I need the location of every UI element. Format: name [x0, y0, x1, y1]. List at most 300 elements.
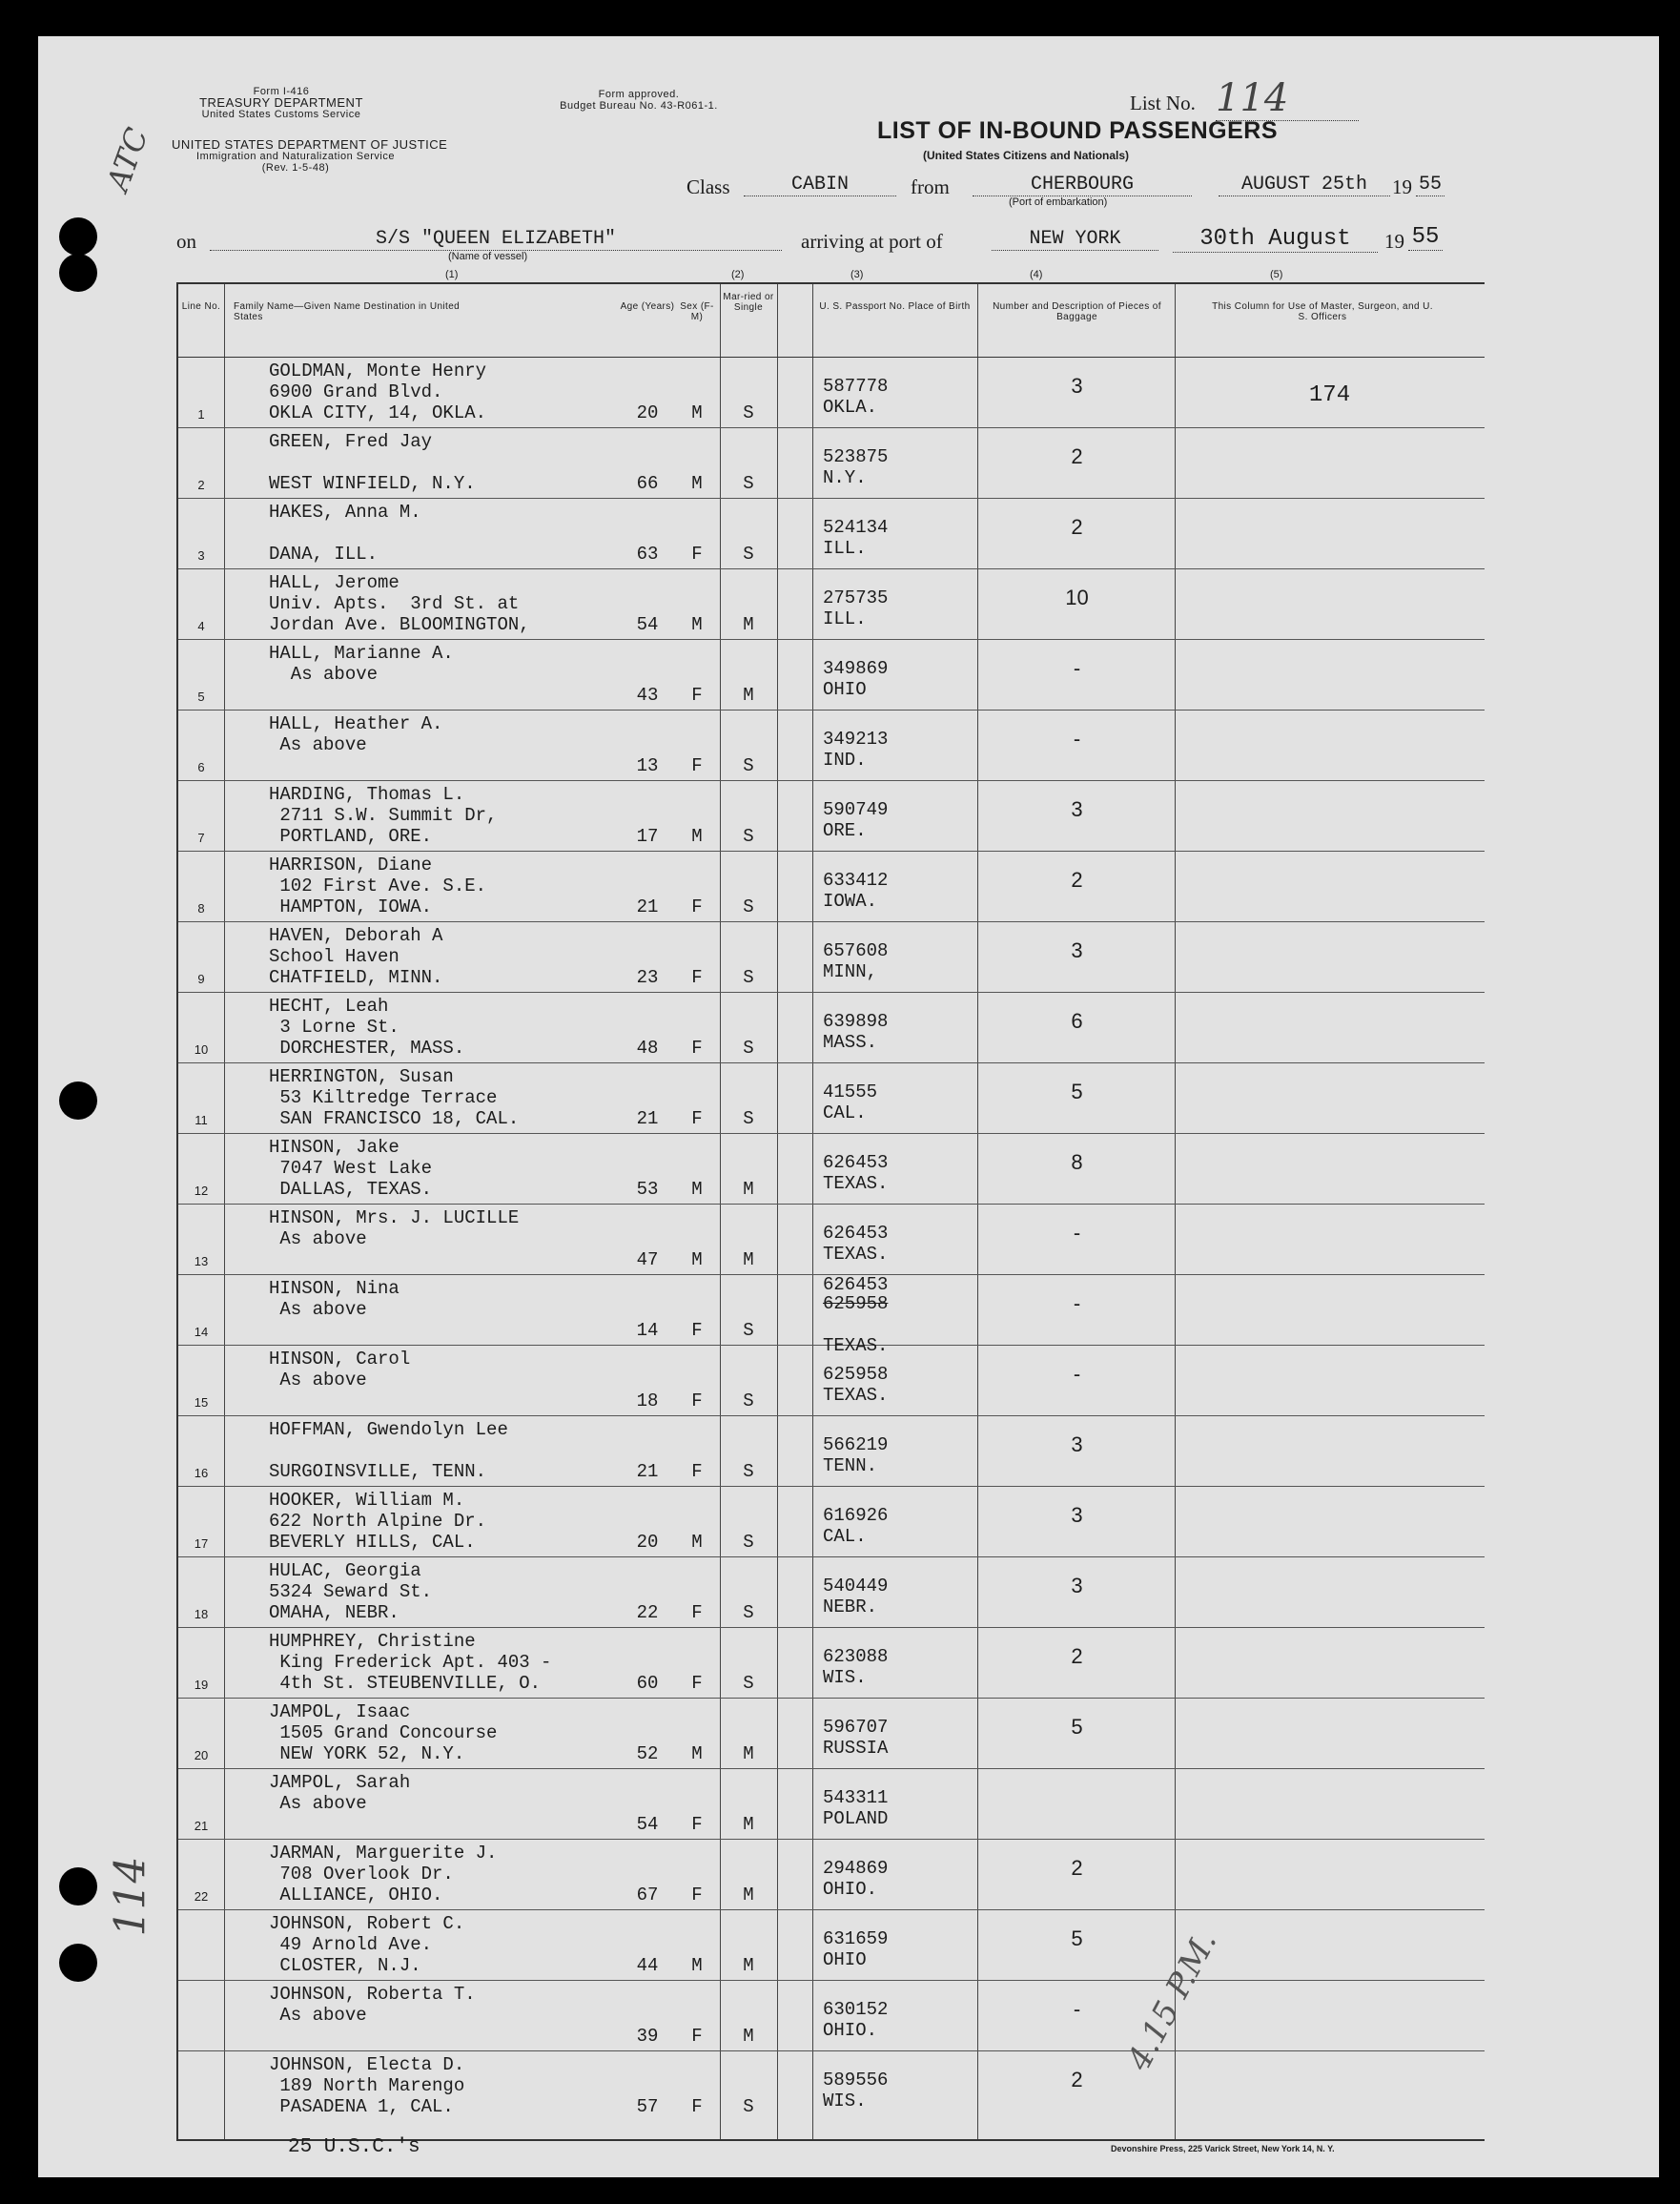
- depart-date: AUGUST 25th: [1219, 174, 1390, 196]
- address-line-1: As above: [269, 2005, 367, 2026]
- passenger-name: HAVEN, Deborah A: [269, 925, 443, 946]
- line-number: 6: [197, 760, 205, 774]
- colnum-3: (3): [850, 269, 864, 280]
- punch-hole: [59, 1081, 97, 1120]
- baggage-count: 3: [1071, 1574, 1083, 1597]
- place-of-birth: POLAND: [823, 1808, 889, 1829]
- line-number: 3: [197, 548, 205, 563]
- address-line-1: 622 North Alpine Dr.: [269, 1511, 487, 1532]
- passenger-name: JOHNSON, Robert C.: [269, 1913, 465, 1934]
- passport-number: 630152: [823, 1999, 889, 2020]
- address-line-2: CLOSTER, N.J.: [269, 1955, 421, 1976]
- baggage-count: 2: [1071, 444, 1083, 468]
- table-row: [178, 921, 1485, 992]
- sex: F: [691, 1320, 703, 1341]
- colnum-1: (1): [445, 269, 459, 280]
- depart-year: 55: [1416, 174, 1444, 196]
- line-number: 11: [195, 1113, 208, 1127]
- baggage-count: -: [1073, 1221, 1081, 1245]
- form-number: Form I-416: [253, 86, 310, 97]
- line-number: 18: [194, 1607, 209, 1621]
- baggage-count: -: [1073, 1362, 1081, 1386]
- sex: F: [691, 1673, 703, 1694]
- place-of-birth: WIS.: [823, 1667, 867, 1688]
- passport-number: 587778: [823, 376, 889, 397]
- colnum-5: (5): [1270, 269, 1283, 280]
- address-line-1: School Haven: [269, 946, 400, 967]
- age: 53: [636, 1179, 659, 1200]
- passport-number: 626453: [823, 1274, 889, 1295]
- table-row: [178, 1415, 1485, 1486]
- age: 22: [636, 1602, 659, 1623]
- place-of-birth: MINN,: [823, 961, 878, 982]
- table-row: [178, 851, 1485, 921]
- budget-bureau: Budget Bureau No. 43-R061-1.: [560, 100, 718, 112]
- marital-status: S: [743, 1108, 754, 1129]
- line-number: 16: [194, 1466, 209, 1480]
- arriving-label: arriving at port of: [801, 230, 943, 253]
- punch-hole: [59, 1944, 97, 1982]
- arrival-year-prefix: 19: [1384, 230, 1404, 253]
- address-line-2: CHATFIELD, MINN.: [269, 967, 443, 988]
- form-title: LIST OF IN-BOUND PASSENGERS: [877, 117, 1279, 144]
- marital-status: S: [743, 826, 754, 847]
- age: 47: [636, 1249, 659, 1270]
- sex: M: [691, 614, 703, 635]
- table-row: [178, 498, 1485, 568]
- place-of-birth: TEXAS.: [823, 1244, 889, 1265]
- age: 20: [636, 402, 659, 423]
- address-line-1: 7047 West Lake: [269, 1158, 433, 1179]
- line-number: 22: [194, 1889, 209, 1904]
- age: 54: [636, 614, 659, 635]
- line-number: 19: [194, 1678, 209, 1692]
- punch-hole: [59, 217, 97, 256]
- sex: F: [691, 1108, 703, 1129]
- place-of-birth: TEXAS.: [823, 1173, 889, 1194]
- age: 13: [636, 755, 659, 776]
- sex: F: [691, 685, 703, 706]
- age: 21: [636, 896, 659, 917]
- passport-number: 616926: [823, 1505, 889, 1526]
- line-number: 17: [194, 1536, 209, 1551]
- passenger-name: JAMPOL, Isaac: [269, 1701, 411, 1722]
- col-line-no: Line No.: [181, 301, 221, 312]
- table-row: [178, 710, 1485, 780]
- place-of-birth: CAL.: [823, 1102, 867, 1123]
- table-row: [178, 639, 1485, 710]
- baggage-count: -: [1073, 656, 1081, 680]
- place-of-birth: RUSSIA: [823, 1738, 889, 1759]
- baggage-count: 2: [1071, 2068, 1083, 2091]
- passport-number: 566219: [823, 1434, 889, 1455]
- age: 17: [636, 826, 659, 847]
- table-row: [178, 1062, 1485, 1133]
- punch-hole: [59, 1867, 97, 1905]
- line-number: 13: [194, 1254, 209, 1268]
- passport-number: 625958: [823, 1364, 889, 1385]
- address-line-1: As above: [269, 664, 379, 685]
- age: 20: [636, 1532, 659, 1553]
- age: 21: [636, 1461, 659, 1482]
- address-line-1: 53 Kiltredge Terrace: [269, 1087, 498, 1108]
- passport-number: 590749: [823, 799, 889, 820]
- place-of-birth: ILL.: [823, 538, 867, 559]
- address-line-1: 3 Lorne St.: [269, 1017, 400, 1038]
- passport-number: 639898: [823, 1011, 889, 1032]
- sex: M: [691, 1955, 703, 1976]
- passport-number: 540449: [823, 1576, 889, 1596]
- address-line-2: Jordan Ave. BLOOMINGTON,: [269, 614, 530, 635]
- class-label: Class: [686, 175, 730, 198]
- baggage-count: 2: [1071, 515, 1083, 539]
- passenger-name: JOHNSON, Electa D.: [269, 2054, 465, 2075]
- sex: M: [691, 1743, 703, 1764]
- passport-number: 294869: [823, 1858, 889, 1879]
- printer-imprint: Devonshire Press, 225 Varick Street, New York 14, N. Y.: [1111, 2144, 1335, 2153]
- passenger-name: HERRINGTON, Susan: [269, 1066, 454, 1087]
- list-no-value: 114: [1216, 76, 1359, 121]
- address-line-2: 4th St. STEUBENVILLE, O.: [269, 1673, 542, 1694]
- passenger-name: HUMPHREY, Christine: [269, 1631, 476, 1652]
- officer-note: 174: [1308, 382, 1351, 408]
- line-number: 15: [194, 1395, 209, 1410]
- age: 48: [636, 1038, 659, 1059]
- age: 67: [636, 1885, 659, 1905]
- address-line-1: As above: [269, 1793, 367, 1814]
- sex: F: [691, 755, 703, 776]
- age: 18: [636, 1390, 659, 1411]
- passenger-name: JAMPOL, Sarah: [269, 1772, 411, 1793]
- arrival-year: 55: [1408, 224, 1443, 251]
- age: 21: [636, 1108, 659, 1129]
- passenger-name: HAKES, Anna M.: [269, 502, 421, 523]
- table-row: [178, 780, 1485, 851]
- baggage-count: 2: [1071, 1856, 1083, 1880]
- on-label: on: [176, 230, 196, 253]
- depart-year-prefix: 19: [1392, 175, 1412, 198]
- baggage-count: 5: [1071, 1715, 1083, 1739]
- passport-number: 631659: [823, 1928, 889, 1949]
- address-line-2: SURGOINSVILLE, TENN.: [269, 1461, 487, 1482]
- passenger-name: HINSON, Nina: [269, 1278, 400, 1299]
- sex: F: [691, 2096, 703, 2117]
- address-line-1: Univ. Apts. 3rd St. at: [269, 593, 520, 614]
- marital-status: S: [743, 1602, 754, 1623]
- passenger-name: JOHNSON, Roberta T.: [269, 1984, 476, 2005]
- marital-status: M: [743, 1743, 754, 1764]
- table-row: [178, 1486, 1485, 1556]
- class-value: CABIN: [744, 174, 896, 196]
- passenger-name: HOOKER, William M.: [269, 1490, 465, 1511]
- margin-initials: ATC: [99, 122, 155, 196]
- address-line-2: NEW YORK 52, N.Y.: [269, 1743, 465, 1764]
- passport-number: 589556: [823, 2070, 889, 2091]
- sex: F: [691, 1885, 703, 1905]
- place-of-birth: TEXAS.: [823, 1385, 889, 1406]
- age: 23: [636, 967, 659, 988]
- passenger-name: HARRISON, Diane: [269, 855, 433, 875]
- citizen-count: 25 U.S.C.'s: [288, 2136, 420, 2158]
- form-approval-block: [534, 89, 744, 112]
- sex: M: [691, 473, 703, 494]
- passport-number: 523875: [823, 446, 889, 467]
- place-of-birth: OHIO.: [823, 1879, 878, 1900]
- baggage-count: -: [1073, 1997, 1081, 2021]
- from-caption: (Port of embarkation): [1009, 196, 1108, 208]
- passenger-name: HULAC, Georgia: [269, 1560, 421, 1581]
- punch-hole: [59, 254, 97, 292]
- age: 43: [636, 685, 659, 706]
- table-row: [178, 1133, 1485, 1204]
- marital-status: S: [743, 2096, 754, 2117]
- col-age: Age (Years): [620, 301, 675, 312]
- place-of-birth: OKLA.: [823, 397, 878, 418]
- col-passport: U. S. Passport No. Place of Birth: [819, 301, 971, 312]
- struck-passport: 625958: [823, 1293, 889, 1314]
- passport-number: 349869: [823, 658, 889, 679]
- sex: F: [691, 1602, 703, 1623]
- place-of-birth: CAL.: [823, 1526, 867, 1547]
- address-line-1: As above: [269, 1299, 367, 1320]
- table-row: [178, 1839, 1485, 1909]
- vessel-caption: (Name of vessel): [448, 251, 528, 262]
- baggage-count: 6: [1071, 1009, 1083, 1033]
- place-of-birth: OHIO: [823, 679, 867, 700]
- place-of-birth: OHIO: [823, 1949, 867, 1970]
- address-line-2: WEST WINFIELD, N.Y.: [269, 473, 476, 494]
- doj-title: UNITED STATES DEPARTMENT OF JUSTICE: [172, 137, 448, 152]
- baggage-count: 3: [1071, 1503, 1083, 1527]
- address-line-1: 5324 Seward St.: [269, 1581, 433, 1602]
- age: 60: [636, 1673, 659, 1694]
- marital-status: S: [743, 755, 754, 776]
- sex: F: [691, 2026, 703, 2047]
- marital-status: M: [743, 1955, 754, 1976]
- marital-status: M: [743, 614, 754, 635]
- marital-status: S: [743, 402, 754, 423]
- age: 44: [636, 1955, 659, 1976]
- baggage-count: -: [1073, 727, 1081, 751]
- margin-list-number: 114: [106, 1856, 155, 1937]
- address-line-1: 49 Arnold Ave.: [269, 1934, 433, 1955]
- table-row: [178, 2050, 1485, 2121]
- baggage-count: 2: [1071, 868, 1083, 892]
- table-row: [178, 1204, 1485, 1274]
- address-line-2: HAMPTON, IOWA.: [269, 896, 433, 917]
- place-of-birth: TEXAS.: [823, 1335, 889, 1356]
- baggage-count: 8: [1071, 1150, 1083, 1174]
- list-no-label: List No.: [1130, 92, 1196, 114]
- marital-status: S: [743, 473, 754, 494]
- form-approved: Form approved.: [598, 89, 680, 100]
- passport-number: 275735: [823, 587, 889, 608]
- from-value: CHERBOURG: [973, 174, 1192, 196]
- address-line-2: PASADENA 1, CAL.: [269, 2096, 454, 2117]
- passport-number: 524134: [823, 517, 889, 538]
- passenger-table: [176, 282, 1485, 2141]
- address-line-1: 102 First Ave. S.E.: [269, 875, 487, 896]
- place-of-birth: IOWA.: [823, 891, 878, 912]
- table-row: [178, 427, 1485, 498]
- col-baggage: Number and Description of Pieces of Baggage: [993, 301, 1161, 322]
- passport-number: 626453: [823, 1223, 889, 1244]
- address-line-2: OMAHA, NEBR.: [269, 1602, 400, 1623]
- place-of-birth: ORE.: [823, 820, 867, 841]
- sex: F: [691, 544, 703, 565]
- place-of-birth: MASS.: [823, 1032, 878, 1053]
- baggage-count: 5: [1071, 1926, 1083, 1950]
- marital-status: S: [743, 896, 754, 917]
- table-row: [178, 1698, 1485, 1768]
- table-row: [178, 1274, 1485, 1356]
- line-number: 5: [197, 690, 205, 704]
- passport-number: 633412: [823, 870, 889, 891]
- line-number: 10: [194, 1042, 209, 1057]
- baggage-count: 3: [1071, 797, 1083, 821]
- baggage-count: 5: [1071, 1080, 1083, 1103]
- address-line-1: 2711 S.W. Summit Dr,: [269, 805, 498, 826]
- passport-number: 623088: [823, 1646, 889, 1667]
- line-number: 1: [197, 407, 205, 422]
- sex: F: [691, 1390, 703, 1411]
- baggage-count: 10: [1065, 586, 1089, 609]
- line-number: 7: [197, 831, 205, 845]
- marital-status: S: [743, 1038, 754, 1059]
- sex: F: [691, 896, 703, 917]
- passport-number: 41555: [823, 1081, 878, 1102]
- address-line-2: SAN FRANCISCO 18, CAL.: [269, 1108, 520, 1129]
- marital-status: S: [743, 1390, 754, 1411]
- col-sex: Sex (F-M): [680, 301, 714, 322]
- passport-number: 349213: [823, 729, 889, 750]
- line-number: 21: [194, 1819, 209, 1833]
- marital-status: M: [743, 2026, 754, 2047]
- address-line-1: King Frederick Apt. 403 -: [269, 1652, 552, 1673]
- table-row: [178, 992, 1485, 1062]
- address-line-1: As above: [269, 1370, 367, 1390]
- table-row: [178, 1627, 1485, 1698]
- passenger-name: HALL, Heather A.: [269, 713, 443, 734]
- passenger-name: HINSON, Carol: [269, 1349, 411, 1370]
- from-label: from: [911, 175, 950, 198]
- vessel-name: S/S "QUEEN ELIZABETH": [210, 228, 782, 251]
- sex: M: [691, 1179, 703, 1200]
- address-line-2: DORCHESTER, MASS.: [269, 1038, 465, 1059]
- line-number: 8: [197, 901, 205, 916]
- place-of-birth: TENN.: [823, 1455, 878, 1476]
- treasury-department: TREASURY DEPARTMENT: [199, 95, 363, 110]
- revision: (Rev. 1-5-48): [261, 162, 330, 174]
- table-row: [178, 568, 1485, 639]
- age: 52: [636, 1743, 659, 1764]
- passenger-name: HECHT, Leah: [269, 996, 389, 1017]
- age: 14: [636, 1320, 659, 1341]
- line-number: 14: [194, 1325, 209, 1339]
- place-of-birth: ILL.: [823, 608, 867, 629]
- table-row: [178, 1909, 1485, 1980]
- table-row: [178, 1768, 1485, 1839]
- line-number: 9: [197, 972, 205, 986]
- ins-title: Immigration and Naturalization Service: [196, 151, 395, 162]
- col-name: Family Name—Given Name Destination in United States: [234, 301, 461, 322]
- address-line-1: As above: [269, 734, 367, 755]
- baggage-count: 3: [1071, 1432, 1083, 1456]
- marital-status: M: [743, 1885, 754, 1905]
- address-line-1: As above: [269, 1228, 367, 1249]
- sex: F: [691, 1038, 703, 1059]
- form-subtitle: (United States Citizens and Nationals): [923, 149, 1130, 162]
- col-married: Mar-ried or Single: [723, 292, 774, 313]
- colnum-4: (4): [1030, 269, 1043, 280]
- passenger-name: HINSON, Mrs. J. LUCILLE: [269, 1207, 520, 1228]
- marital-status: S: [743, 544, 754, 565]
- arrival-date: 30th August: [1173, 226, 1378, 253]
- line-number: 20: [194, 1748, 209, 1762]
- address-line-2: DALLAS, TEXAS.: [269, 1179, 433, 1200]
- age: 63: [636, 544, 659, 565]
- address-line-1: 708 Overlook Dr.: [269, 1864, 454, 1885]
- address-line-1: 6900 Grand Blvd.: [269, 381, 443, 402]
- sex: F: [691, 1814, 703, 1835]
- marital-status: S: [743, 1532, 754, 1553]
- table-row: [178, 1980, 1485, 2050]
- baggage-count: 3: [1071, 374, 1083, 398]
- arrival-port: NEW YORK: [992, 228, 1158, 251]
- passenger-list-sheet: [38, 36, 1659, 2177]
- sex: F: [691, 967, 703, 988]
- address-line-2: ALLIANCE, OHIO.: [269, 1885, 443, 1905]
- sex: M: [691, 1249, 703, 1270]
- place-of-birth: OHIO.: [823, 2020, 878, 2041]
- passenger-name: HOFFMAN, Gwendolyn Lee: [269, 1419, 508, 1440]
- customs-service: United States Customs Service: [201, 109, 361, 120]
- baggage-count: 3: [1071, 938, 1083, 962]
- marital-status: S: [743, 967, 754, 988]
- table-row: [178, 1345, 1485, 1415]
- marital-status: M: [743, 685, 754, 706]
- passport-number: 543311: [823, 1787, 889, 1808]
- marital-status: S: [743, 1461, 754, 1482]
- place-of-birth: IND.: [823, 750, 867, 771]
- col-officers: This Column for Use of Master, Surgeon, and U. S. Officers: [1212, 301, 1433, 322]
- passenger-name: HINSON, Jake: [269, 1137, 400, 1158]
- table-row: [178, 357, 1485, 427]
- age: 57: [636, 2096, 659, 2117]
- colnum-2: (2): [731, 269, 745, 280]
- baggage-count: -: [1073, 1291, 1081, 1315]
- address-line-1: 1505 Grand Concourse: [269, 1722, 498, 1743]
- table-row: [178, 1556, 1485, 1627]
- address-line-2: PORTLAND, ORE.: [269, 826, 433, 847]
- age: 66: [636, 473, 659, 494]
- passenger-name: HALL, Jerome: [269, 572, 400, 593]
- line-number: 4: [197, 619, 205, 633]
- address-line-2: OKLA CITY, 14, OKLA.: [269, 402, 487, 423]
- place-of-birth: NEBR.: [823, 1596, 878, 1617]
- sex: M: [691, 402, 703, 423]
- age: 54: [636, 1814, 659, 1835]
- address-line-2: BEVERLY HILLS, CAL.: [269, 1532, 476, 1553]
- place-of-birth: N.Y.: [823, 467, 867, 488]
- doj-block: [172, 137, 448, 174]
- place-of-birth: WIS.: [823, 2091, 867, 2111]
- passport-number: 657608: [823, 940, 889, 961]
- passenger-name: GREEN, Fred Jay: [269, 431, 433, 452]
- marital-status: M: [743, 1814, 754, 1835]
- passenger-name: JARMAN, Marguerite J.: [269, 1843, 498, 1864]
- sex: F: [691, 1461, 703, 1482]
